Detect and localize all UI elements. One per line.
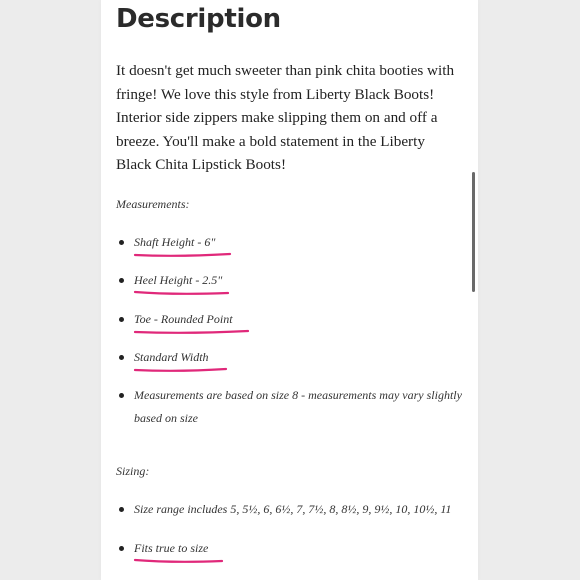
measurements-label: Measurements: <box>116 197 190 211</box>
measurement-width: Standard Width <box>134 350 209 364</box>
product-description-panel <box>101 0 478 580</box>
bullet-icon <box>119 507 124 512</box>
bullet-icon <box>119 355 124 360</box>
measurement-heel-height: Heel Height - 2.5" <box>134 273 223 287</box>
highlight-underline <box>133 289 231 297</box>
sizing-range: Size range includes 5, 5½, 6, 6½, 7, 7½, 8, 8½, 9, 9½, 10, 10½, 11 <box>134 502 452 516</box>
description-heading: Description <box>116 4 281 34</box>
bullet-icon <box>119 393 124 398</box>
sizing-fit: Fits true to size <box>134 541 209 555</box>
bullet-icon <box>119 317 124 322</box>
measurement-note: Measurements are based on size 8 - measurements may vary slightly based on size <box>134 388 462 425</box>
measurement-shaft-height: Shaft Height - 6" <box>134 235 216 249</box>
highlight-underline <box>133 557 225 565</box>
bullet-icon <box>119 546 124 551</box>
scrollbar-thumb[interactable] <box>472 172 475 292</box>
measurement-toe: Toe - Rounded Point <box>134 312 233 326</box>
bullet-icon <box>119 278 124 283</box>
highlight-underline <box>133 366 229 374</box>
sizing-label: Sizing: <box>116 464 150 478</box>
bullet-icon <box>119 240 124 245</box>
highlight-underline <box>133 328 251 336</box>
description-text: It doesn't get much sweeter than pink chita booties with fringe! We love this style from Liberty Black Boots! Interior side zippers make slipping them on and off a breeze. You'll make a bold statement in the Liberty Black Chita Lipstick Boots! <box>116 62 455 173</box>
highlight-underline <box>133 251 233 259</box>
